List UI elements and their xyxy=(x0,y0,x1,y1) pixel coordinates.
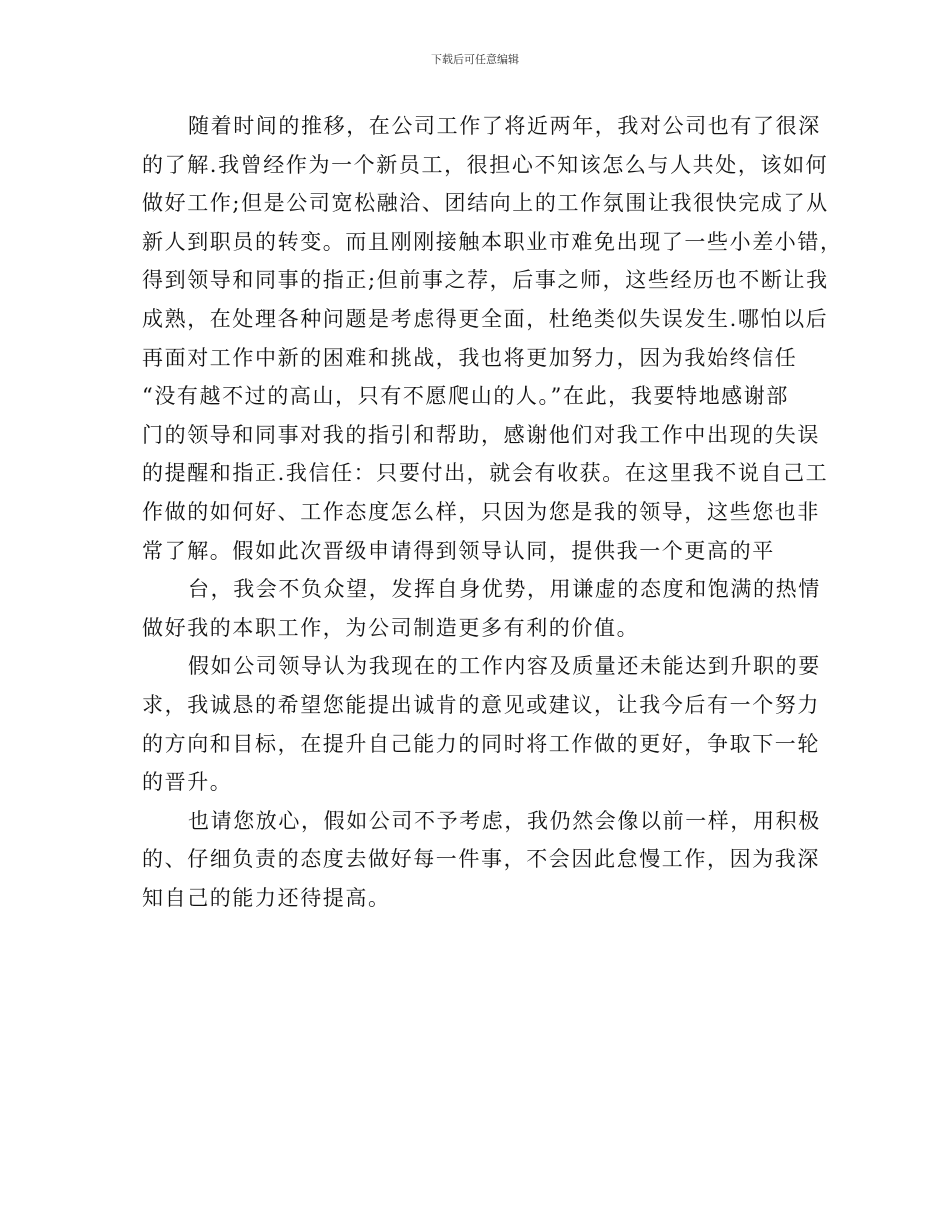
paragraph-line: 也请您放心，假如公司不予考虑，我仍然会像以前一样，用积极 xyxy=(188,808,821,833)
paragraph-2 xyxy=(142,570,821,647)
paragraph-line: 做好工作;但是公司宽松融洽、团结向上的工作氛围让我很快完成了从 xyxy=(142,191,829,216)
paragraph-1 xyxy=(142,107,843,570)
paragraph-3 xyxy=(142,647,821,801)
paragraph-line: 求，我诚恳的希望您能提出诚肯的意见或建议，让我今后有一个努力 xyxy=(142,692,820,717)
document-body xyxy=(142,107,843,917)
paragraph-line: 的提醒和指正.我信任：只要付出，就会有收获。在这里我不说自己工 xyxy=(142,461,829,486)
paragraph-line: 知自己的能力还待提高。 xyxy=(142,885,391,910)
paragraph-line: 得到领导和同事的指正;但前事之荐，后事之师，这些经历也不断让我 xyxy=(142,268,829,293)
paragraph-line: 再面对工作中新的困难和挑战，我也将更加努力，因为我始终信任 xyxy=(142,345,798,370)
paragraph-line: 新人到职员的转变。而且刚刚接触本职业市难免出现了一些小差小错， xyxy=(142,229,843,254)
paragraph-line: 的、仔细负责的态度去做好每一件事，不会因此怠慢工作，因为我深 xyxy=(142,847,820,872)
paragraph-line: 台，我会不负众望，发挥自身优势，用谦虚的态度和饱满的热情 xyxy=(188,577,821,602)
paragraph-line: 常了解。假如此次晋级申请得到领导认同，提供我一个更高的平 xyxy=(142,538,775,563)
paragraph-line: 门的领导和同事对我的指引和帮助，感谢他们对我工作中出现的失误 xyxy=(142,422,820,447)
paragraph-line: 随着时间的推移，在公司工作了将近两年，我对公司也有了很深 xyxy=(188,114,821,138)
paragraph-4 xyxy=(142,802,821,918)
paragraph-line: 的方向和目标，在提升自己能力的同时将工作做的更好，争取下一轮 xyxy=(142,731,820,756)
paragraph-line: 假如公司领导认为我现在的工作内容及质量还未能达到升职的要 xyxy=(188,654,821,679)
page-header: 下载后可任意编辑 xyxy=(431,53,519,66)
paragraph-line: 作做的如何好、工作态度怎么样，只因为您是我的领导，这些您也非 xyxy=(142,499,820,524)
paragraph-line: 做好我的本职工作，为公司制造更多有利的价值。 xyxy=(142,615,640,640)
paragraph-line: “没有越不过的高山，只有不愿爬山的人。”在此，我要特地感谢部 xyxy=(142,384,789,409)
paragraph-line: 的了解.我曾经作为一个新员工，很担心不知该怎么与人共处，该如何 xyxy=(142,152,829,177)
paragraph-line: 的晋升。 xyxy=(142,770,233,795)
paragraph-line: 成熟，在处理各种问题是考虑得更全面，杜绝类似失误发生.哪怕以后 xyxy=(142,306,829,331)
